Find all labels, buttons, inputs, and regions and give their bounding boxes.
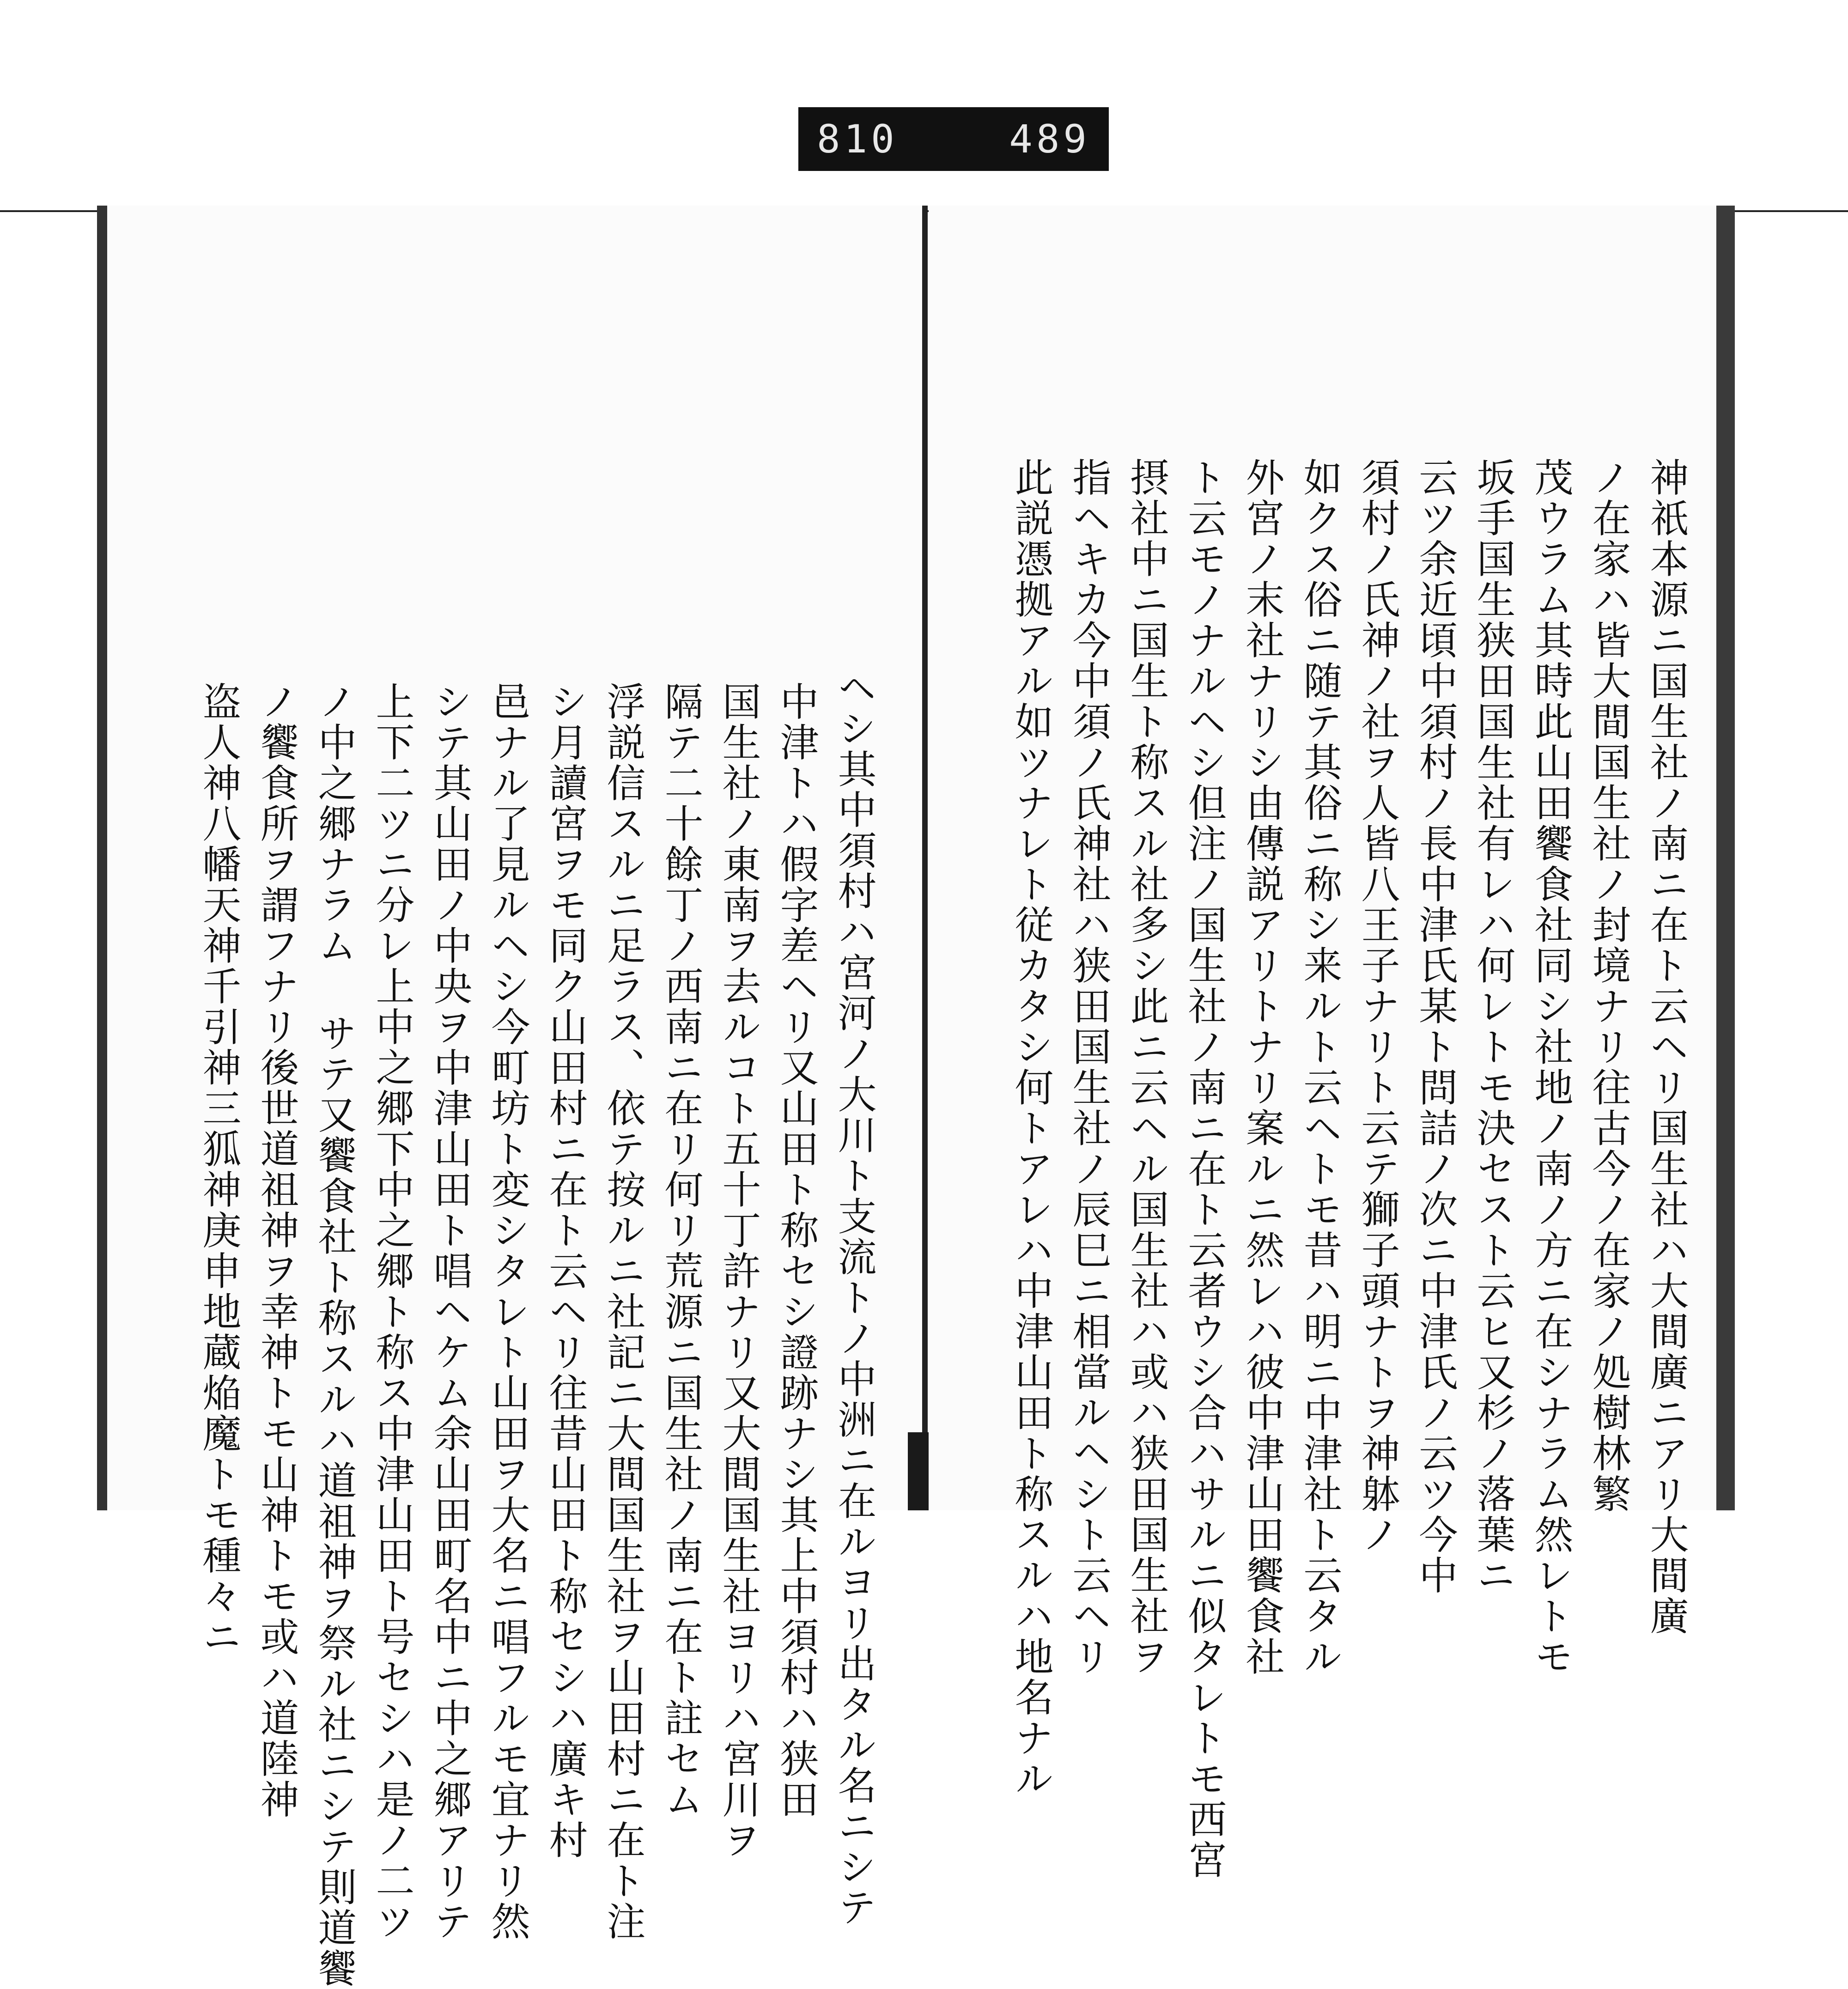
left-page-column-12: 盗人神八幡天神千引神三狐神庚申地蔵焔魔トモ種々ニ	[196, 681, 242, 1657]
right-page-column-12: 此説憑拠アル如ツナレト従カタシ何トアレハ中津山田ト称スルハ地名ナル	[1009, 457, 1054, 1799]
left-page	[97, 206, 924, 1989]
right-page-column-9: ト云モノナルヘシ但注ノ国生社ノ南ニ在ト云者ウシ合ハサルニ似タレトモ西宮	[1182, 457, 1227, 1880]
left-page-column-5: 浮説信スルニ足ラス、依テ按ルニ社記ニ大間国生社ヲ山田村ニ在ト注	[601, 681, 646, 1942]
right-page-column-10: 摂社中ニ国生ト称スル社多シ此ニ云ヘル国生社ハ或ハ狭田国生社ヲ	[1124, 457, 1169, 1677]
right-page-column-8: 外宮ノ末社ナリシ由傳説アリトナリ案ルニ然レハ彼中津山田饗食社	[1240, 457, 1285, 1677]
archive-number-stamp	[798, 107, 1109, 171]
right-page-column-1: 神祇本源ニ国生社ノ南ニ在ト云ヘリ国生社ハ大間廣ニアリ大間廣	[1644, 457, 1689, 1636]
left-page-column-10: ノ中之郷ナラム サテ又饗食社ト称スルハ道祖神ヲ祭ル社ニシテ則道饗	[312, 681, 357, 1989]
right-page-column-7: 如クス俗ニ随テ其俗ニ称シ来ルト云ヘトモ昔ハ明ニ中津社ト云タル	[1297, 457, 1343, 1677]
right-page-column-4: 坂手国生狭田国生社有レハ何レトモ決セスト云ヒ又杉ノ落葉ニ	[1471, 457, 1516, 1596]
left-page-column-2: 中津トハ假字差ヘリ又山田ト称セシ證跡ナシ其上中須村ハ狭田	[774, 681, 819, 1820]
right-page-column-6: 須村ノ氏神ノ社ヲ人皆八王子ナリト云テ獅子頭ナトヲ神躰ノ	[1355, 457, 1400, 1555]
right-page-column-3: 茂ウラム其時此山田饗食社同シ社地ノ南ノ方ニ在シナラム然レトモ	[1528, 457, 1574, 1677]
left-page-column-6: シ月讀宮ヲモ同ク山田村ニ在ト云ヘリ往昔山田ト称セシハ廣キ村	[543, 681, 588, 1861]
right-page	[929, 206, 1735, 1880]
left-page-column-1: ヘシ其中須村ハ宮河ノ大川ト支流トノ中洲ニ在ルヨリ出タル名ニシテ	[832, 668, 877, 1928]
stamp-right-number: 489	[1009, 116, 1090, 162]
left-page-column-7: 邑ナル了見ルヘシ今町坊ト変シタレト山田ヲ大名ニ唱フルモ宜ナリ然	[485, 681, 530, 1942]
left-page-column-11: ノ饗食所ヲ謂フナリ後世道祖神ヲ幸神トモ山神トモ或ハ道陸神	[254, 681, 299, 1820]
stamp-left-number: 810	[817, 116, 898, 162]
right-page-column-11: 指ヘキカ今中須ノ氏神社ハ狭田国生社ノ辰巳ニ相當ルヘシト云ヘリ	[1066, 457, 1112, 1677]
left-page-column-8: シテ其山田ノ中央ヲ中津山田ト唱ヘケム余山田町名中ニ中之郷アリテ	[427, 681, 473, 1942]
book-spine	[922, 206, 928, 1510]
right-page-column-5: 云ツ余近頃中須村ノ長中津氏某ト問詰ノ次ニ中津氏ノ云ツ今中	[1413, 457, 1458, 1596]
left-page-column-3: 国生社ノ東南ヲ去ルコト五十丁許ナリ又大間国生社ヨリハ宮川ヲ	[716, 681, 761, 1861]
left-page-column-9: 上下二ツニ分レ上中之郷下中之郷ト称ス中津山田ト号セシハ是ノ二ツ	[370, 681, 415, 1942]
right-page-column-2: ノ在家ハ皆大間国生社ノ封境ナリ往古今ノ在家ノ処樹林繁	[1586, 457, 1631, 1515]
left-page-column-4: 隔テ二十餘丁ノ西南ニ在リ何リ荒源ニ国生社ノ南ニ在ト註セム	[658, 681, 704, 1820]
